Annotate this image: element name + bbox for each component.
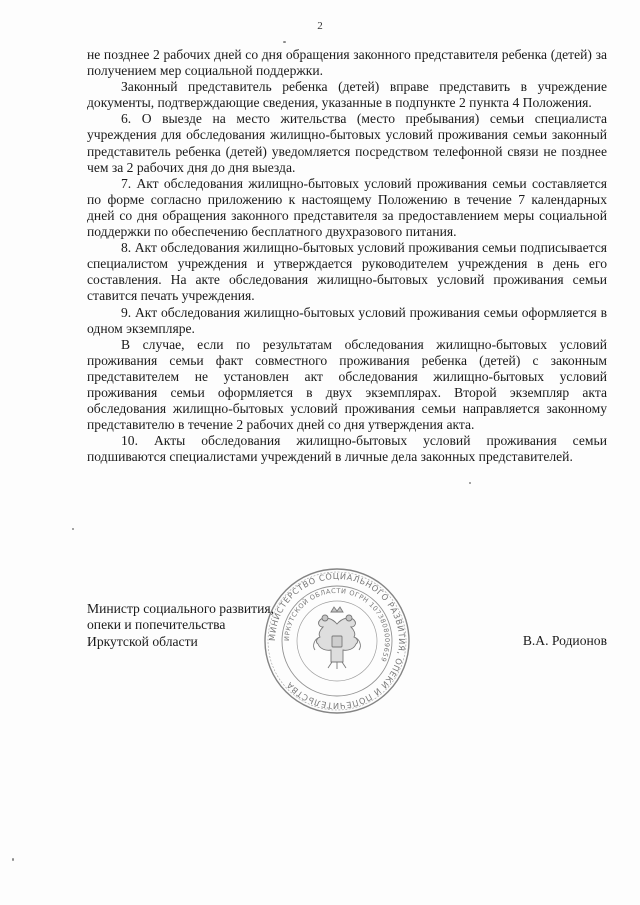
paragraph-continuation: не позднее 2 рабочих дней со дня обращения законного представителя ребенка (детей) за получением мер социальной поддержки.: [87, 47, 607, 79]
paragraph-item-6: 6. О выезде на место жительства (место пребывания) семьи специалиста учреждения для обследования жилищно-бытовых условий проживания семьи законный представитель ребенка (детей) уведомляется посредством телефонной связи не позднее чем за 2 рабочих дня до дня выезда.: [87, 111, 607, 175]
paragraph-two-copies: В случае, если по результатам обследования жилищно-бытовых условий проживания семьи факт совместного проживания ребенка (детей) с законным представителем не установлен акт обследования жилищно-бытовых условий проживания семьи оформляется в двух экземплярах. Второй экземпляр акта обследования жилищно-бытовых условий проживания семьи направляется законному представителю в течение 2 рабочих дней со дня утверждения акта.: [87, 336, 607, 433]
scan-speck: [72, 528, 74, 530]
seal-inner-text: ИРКУТСКОЙ ОБЛАСТИ ОГРН 1073808009659: [282, 586, 392, 664]
official-seal: [262, 566, 412, 716]
paragraph-representative-documents: Законный представитель ребенка (детей) вправе представить в учреждение документы, подтверждающие сведения, указанные в подпункте 2 пункта 4 Положения.: [87, 79, 607, 111]
signatory-title-line: Министр социального развития,: [87, 601, 275, 616]
scan-speck: [469, 482, 471, 484]
scan-speck: [12, 858, 14, 861]
signatory-name: В.А. Родионов: [522, 633, 607, 648]
signatory-title-line: опеки и попечительства: [87, 617, 226, 633]
paragraph-item-7: 7. Акт обследования жилищно-бытовых условий проживания семьи составляется по форме согласно приложению к настоящему Положению в течение 7 календарных дней со дня обращения законного представителя за предоставлением меры социальной поддержки по обеспечению бесплатного двухразового питания.: [87, 175, 607, 240]
paragraph-item-9: 9. Акт обследования жилищно-бытовых условий проживания семьи оформляется в одном экземпляре.: [87, 304, 607, 336]
eagle-emblem-icon: [314, 607, 361, 669]
page-number: 2: [317, 20, 323, 32]
paragraph-item-10: 10. Акты обследования жилищно-бытовых условий проживания семьи подшиваются специалистами учреждений в личные дела законных представителей.: [87, 433, 607, 465]
paragraph-item-8: 8. Акт обследования жилищно-бытовых условий проживания семьи подписывается специалистом учреждения и утверждается руководителем учреждения в день его составления. На акте обследования жилищно-бытовых условий проживания семьи ставится печать учреждения.: [87, 240, 607, 304]
seal-outer-text: МИНИСТЕРСТВО СОЦИАЛЬНОГО РАЗВИТИЯ, ОПЕКИ И ПОПЕЧИТЕЛЬСТВА: [266, 570, 408, 712]
document-body: [87, 47, 607, 465]
scan-speck: [283, 41, 286, 43]
signatory-title-line: Иркутской области: [87, 633, 198, 649]
